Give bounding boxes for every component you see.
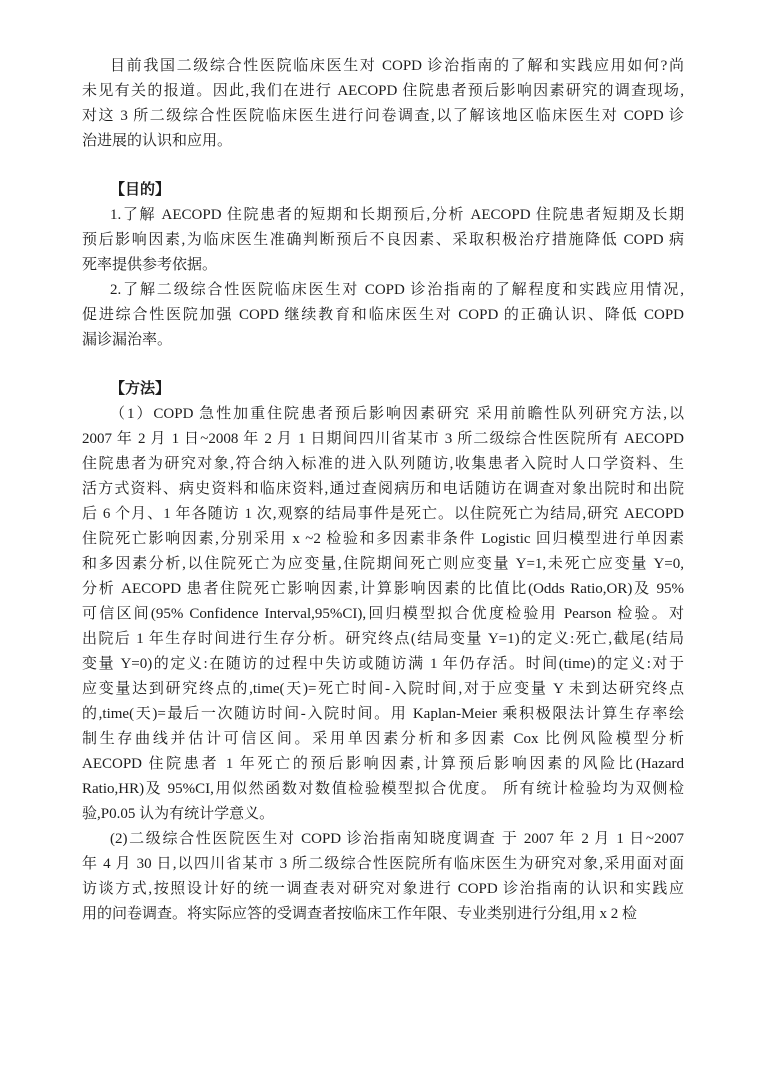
text-line: 出院后 1 年生存时间进行生存分析。研究终点(结局变量 Y=1)的定义:死亡,截尾(结局 (82, 631, 684, 647)
text-line: 1.了解 AECOPD 住院患者的短期和长期预后,分析 AECOPD 住院患者短期及长期 (110, 207, 684, 223)
text-line: 预后影响因素,为临床医生准确判断预后不良因素、采取积极治疗措施降低 COPD 病 (82, 232, 684, 248)
paragraph (82, 278, 684, 353)
document-content (82, 54, 684, 927)
text-line: 制生存曲线并估计可信区间。采用单因素分析和多因素 Cox 比例风险模型分析 (82, 731, 684, 747)
text-line: 漏诊漏治率。 (82, 332, 173, 348)
text-line: 2.了解二级综合性医院临床医生对 COPD 诊治指南的了解程度和实践应用情况, (110, 282, 684, 298)
text-line: 分析 AECOPD 患者住院死亡影响因素,计算影响因素的比值比(Odds Ratio,OR)及 95% (82, 581, 684, 597)
text-line: 验,P0.05 认为有统计学意义。 (82, 806, 275, 822)
section-heading: 【目的】 (110, 182, 171, 198)
text-line: 应变量达到研究终点的,time(天)=死亡时间-入院时间,对于应变量 Y 未到达研究终点 (82, 681, 684, 697)
text-line: (2)二级综合性医院医生对 COPD 诊治指南知晓度调查 于 2007 年 2 月 1 日~2007 (110, 831, 684, 847)
text-line: 可信区间(95% Confidence Interval,95%CI),回归模型拟合优度检验用 Pearson 检验。对 (82, 606, 684, 622)
text-line: AECOPD 住院患者 1 年死亡的预后影响因素,计算预后影响因素的风险比(Hazard (82, 756, 684, 772)
text-line: 住院患者为研究对象,符合纳入标准的进入队列随访,收集患者入院时人口学资料、生 (82, 456, 684, 472)
text-line: 促进综合性医院加强 COPD 继续教育和临床医生对 COPD 的正确认识、降低 COPD (82, 307, 684, 323)
text-line: 2007 年 2 月 1 日~2008 年 2 月 1 日期间四川省某市 3 所二级综合性医院所有 AECOPD (82, 431, 684, 447)
paragraph (82, 203, 684, 278)
text-line: （1）COPD 急性加重住院患者预后影响因素研究 采用前瞻性队列研究方法,以 (110, 406, 684, 422)
text-line: Ratio,HR)及 95%CI,用似然函数对数值检验模型拟合优度。 所有统计检验均为双侧检 (82, 781, 684, 797)
text-line: 活方式资料、病史资料和临床资料,通过查阅病历和电话随访在调查对象出院时和出院 (82, 481, 684, 497)
text-line: 住院死亡影响因素,分别采用 x ~2 检验和多因素非条件 Logistic 回归模型进行单因素 (82, 531, 684, 547)
text-line: 死率提供参考依据。 (82, 257, 218, 273)
section-heading: 【方法】 (110, 381, 171, 397)
text-line: 和多因素分析,以住院死亡为应变量,住院期间死亡则应变量 Y=1,未死亡应变量 Y=0, (82, 556, 684, 572)
text-line: 目前我国二级综合性医院临床医生对 COPD 诊治指南的了解和实践应用如何?尚 (110, 58, 684, 74)
text-line: 的,time(天)=最后一次随访时间-入院时间。用 Kaplan-Meier 乘积极限法计算生存率绘 (82, 706, 684, 722)
text-line: 用的问卷调查。将实际应答的受调查者按临床工作年限、专业类别进行分组,用 x 2 检 (82, 906, 638, 922)
text-line: 访谈方式,按照设计好的统一调查表对研究对象进行 COPD 诊治指南的认识和实践应 (82, 881, 684, 897)
paragraph (82, 402, 684, 827)
paragraph (82, 54, 684, 154)
text-line: 治进展的认识和应用。 (82, 133, 233, 149)
paragraph (82, 827, 684, 927)
text-line: 未见有关的报道。因此,我们在进行 AECOPD 住院患者预后影响因素研究的调查现场, (82, 83, 684, 99)
text-line: 对这 3 所二级综合性医院临床医生进行问卷调查,以了解该地区临床医生对 COPD 诊 (82, 108, 684, 124)
text-line: 变量 Y=0)的定义:在随访的过程中失访或随访满 1 年仍存活。时间(time)的定义:对于 (82, 656, 684, 672)
text-line: 年 4 月 30 日,以四川省某市 3 所二级综合性医院所有临床医生为研究对象,采用面对面 (82, 856, 684, 872)
text-line: 后 6 个月、1 年各随访 1 次,观察的结局事件是死亡。以住院死亡为结局,研究 AECOPD (82, 506, 684, 522)
